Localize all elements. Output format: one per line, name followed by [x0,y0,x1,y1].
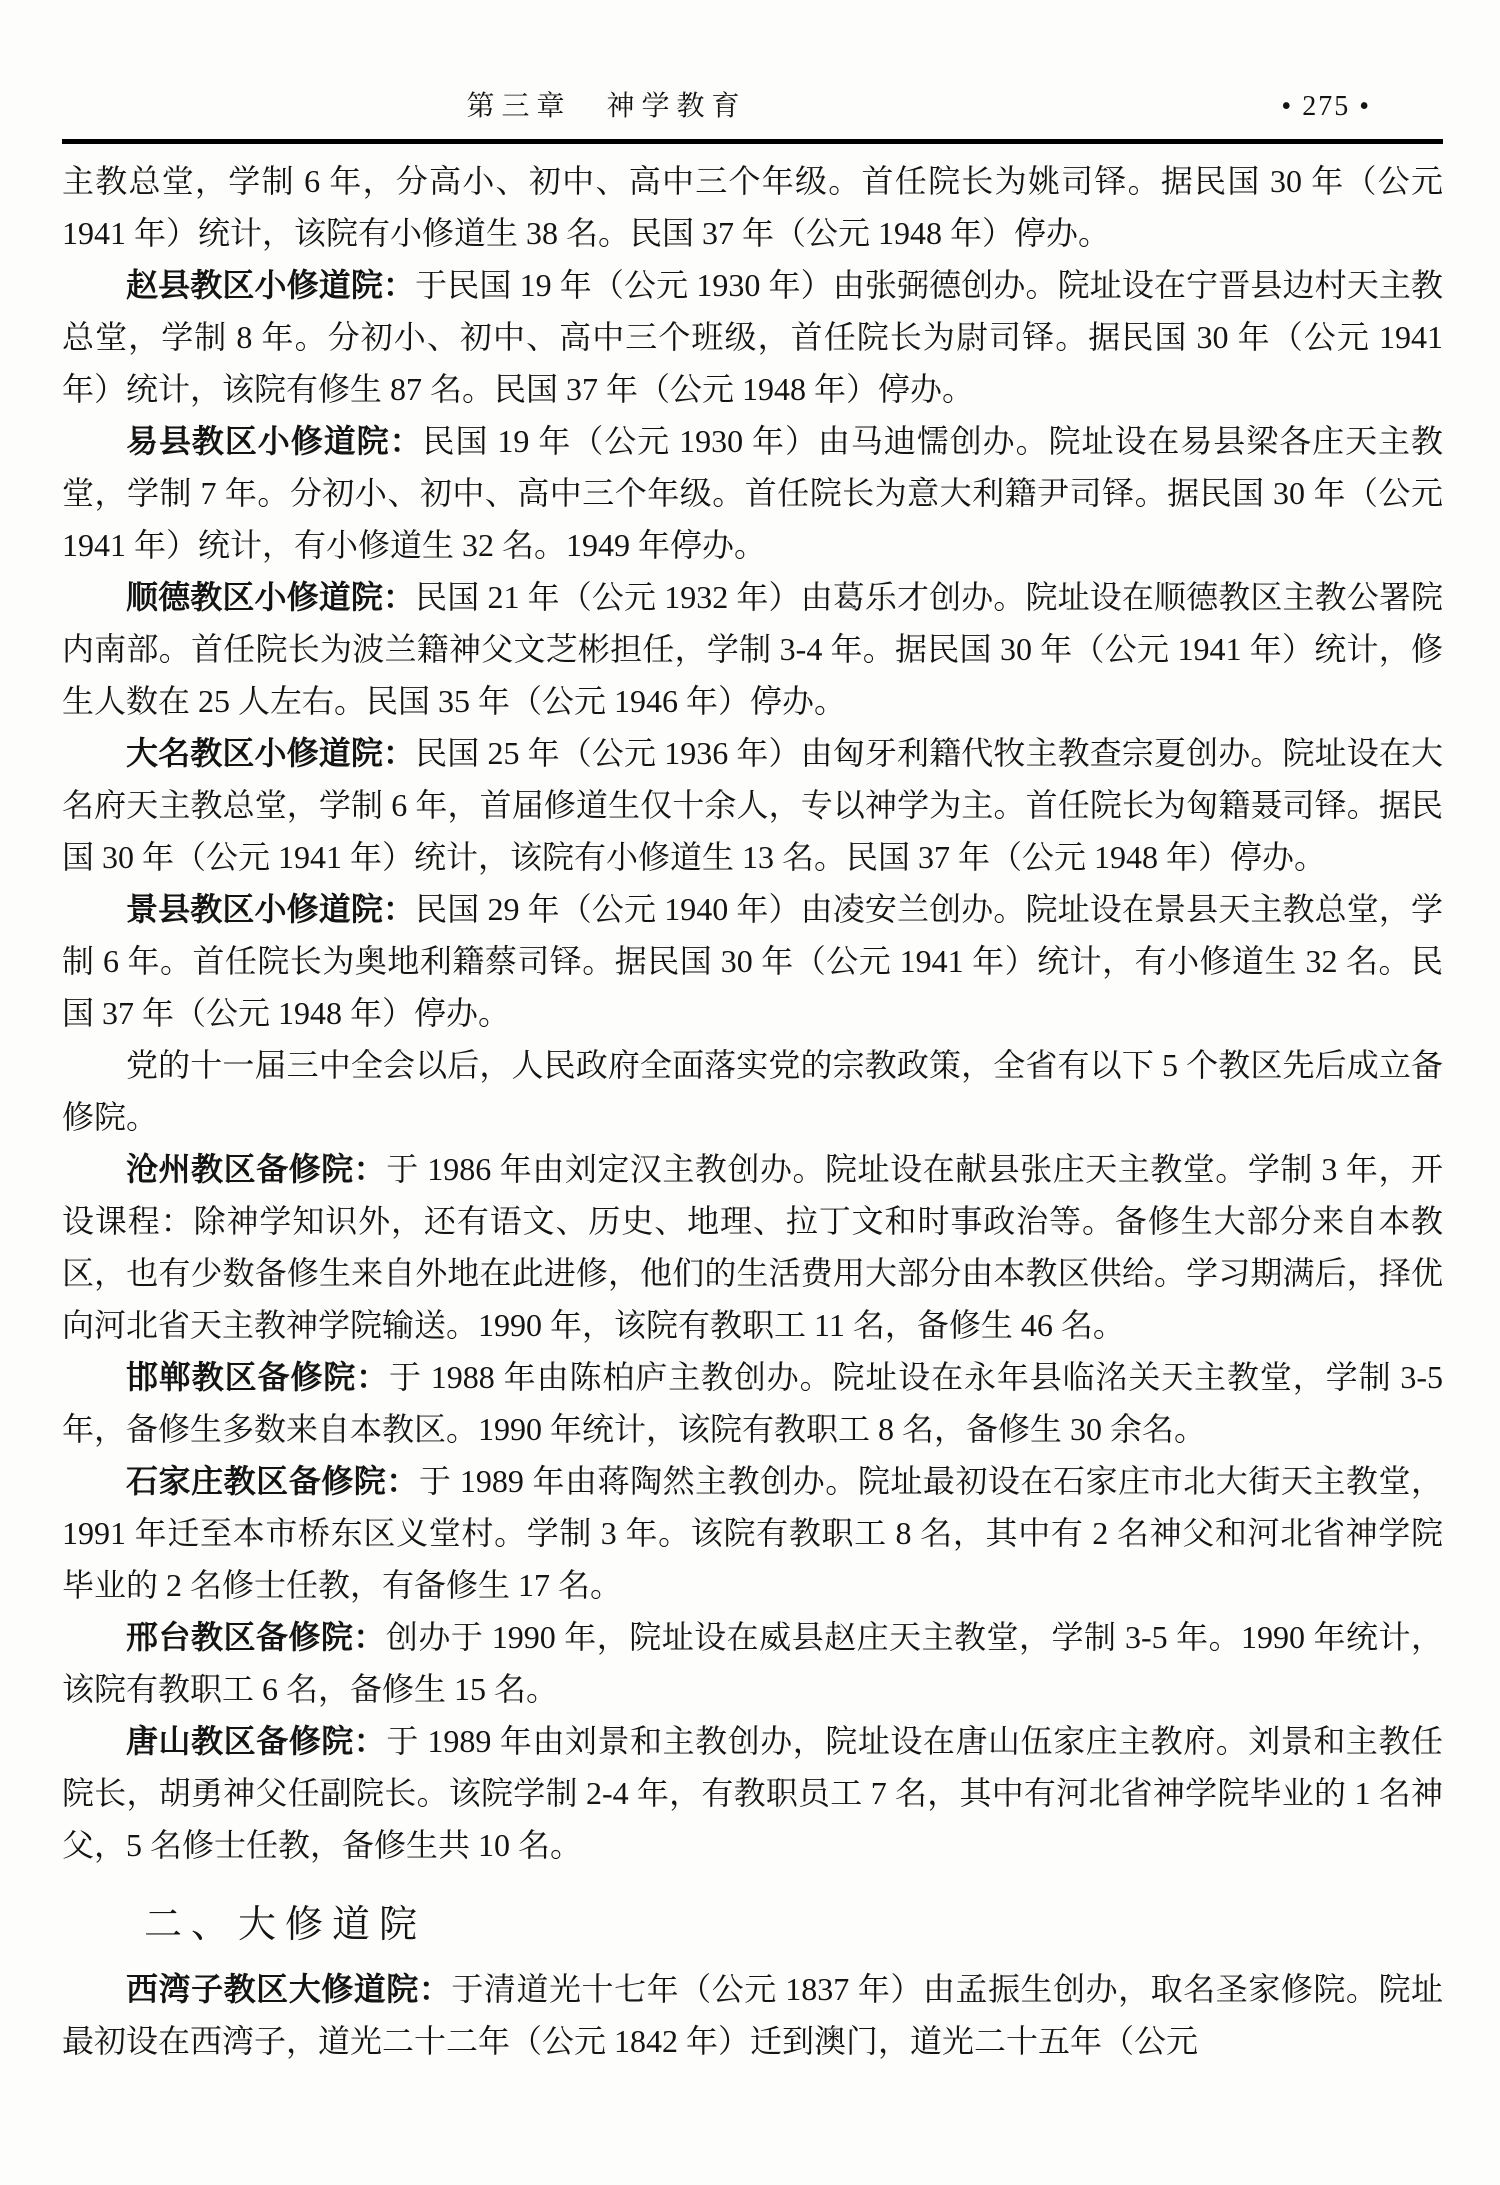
paragraph-lead: 赵县教区小修道院： [126,267,416,303]
paragraph [62,883,1443,1039]
paragraph-text: 创办于 1990 年，院址设在威县赵庄天主教堂，学制 3-5 年。1990 年统计，该院有教职工 6 名，备修生 15 名。 [62,1619,1443,1707]
header-rule [62,139,1443,144]
paragraph [62,571,1443,727]
chapter-title: 第三章 神学教育 [466,91,747,122]
paragraph-text: 党的十一届三中全会以后，人民政府全面落实党的宗教政策，全省有以下 5 个教区先后成立备修院。 [62,1047,1443,1135]
running-head [62,90,1443,124]
paragraph-text: 于 1986 年由刘定汉主教创办。院址设在献县张庄天主教堂。学制 3 年，开设课程：除神学知识外，还有语文、历史、地理、拉丁文和时事政治等。备修生大部分来自本教区，也有少数备修生来自外地在此进修，他们的生活费用大部分由本教区供给。学习期满后，择优向河北省天主教神学院输送。1990 年，该院有教职工 11 名，备修生 46 名。 [62,1151,1443,1343]
paragraph-lead: 易县教区小修道院： [126,423,423,459]
section-heading: 二、大修道院 [144,1904,427,1946]
paragraph-lead: 沧州教区备修院： [126,1151,387,1187]
paragraph-lead: 景县教区小修道院： [126,891,416,927]
paragraph-lead: 石家庄教区备修院： [126,1463,419,1499]
page-number: • 275 • [1281,91,1372,122]
paragraph [62,155,1443,259]
paragraph-lead: 大名教区小修道院： [126,735,416,771]
paragraph-lead: 邢台教区备修院： [126,1619,386,1655]
paragraph-text: 于 1989 年由刘景和主教创办，院址设在唐山伍家庄主教府。刘景和主教任院长，胡勇神父任副院长。该院学制 2-4 年，有教职员工 7 名，其中有河北省神学院毕业的 1 名神父，5 名修士任教，备修生共 10 名。 [62,1723,1443,1863]
paragraph-lead: 邯郸教区备修院： [126,1359,390,1395]
paragraph-text: 于 1989 年由蒋陶然主教创办。院址最初设在石家庄市北大街天主教堂，1991 年迁至本市桥东区义堂村。学制 3 年。该院有教职工 8 名，其中有 2 名神父和河北省神学院毕业的 2 名修士任教，有备修生 17 名。 [62,1463,1443,1603]
paragraph [62,1455,1443,1611]
paragraph-text: 于 1988 年由陈柏庐主教创办。院址设在永年县临洺关天主教堂，学制 3-5 年，备修生多数来自本教区。1990 年统计，该院有教职工 8 名，备修生 30 余名。 [62,1359,1443,1447]
paragraph [62,1143,1443,1351]
paragraph-text: 于清道光十七年（公元 1837 年）由孟振生创办，取名圣家修院。院址最初设在西湾子，道光二十二年（公元 1842 年）迁到澳门，道光二十五年（公元 [62,1971,1443,2059]
paragraph [62,1963,1443,2067]
paragraph [62,1715,1443,1871]
body-text [62,155,1443,2067]
paragraph [62,259,1443,415]
paragraph [62,1351,1443,1455]
paragraph-text: 主教总堂，学制 6 年，分高小、初中、高中三个年级。首任院长为姚司铎。据民国 30 年（公元 1941 年）统计，该院有小修道生 38 名。民国 37 年（公元 1948 年）停办。 [62,163,1443,251]
paragraph [62,415,1443,571]
paragraph-text: 于民国 19 年（公元 1930 年）由张弼德创办。院址设在宁晋县边村天主教总堂，学制 8 年。分初小、初中、高中三个班级，首任院长为尉司铎。据民国 30 年（公元 1941 年）统计，该院有修生 87 名。民国 37 年（公元 1948 年）停办。 [62,267,1443,407]
paragraph-text: 民国 29 年（公元 1940 年）由凌安兰创办。院址设在景县天主教总堂，学制 6 年。首任院长为奥地利籍蔡司铎。据民国 30 年（公元 1941 年）统计，有小修道生 32 名。民国 37 年（公元 1948 年）停办。 [62,891,1443,1031]
paragraph [62,1611,1443,1715]
paragraph-lead: 唐山教区备修院： [126,1723,387,1759]
paragraph [62,727,1443,883]
paragraph-text: 民国 21 年（公元 1932 年）由葛乐才创办。院址设在顺德教区主教公署院内南部。首任院长为波兰籍神父文芝彬担任，学制 3-4 年。据民国 30 年（公元 1941 年）统计，修生人数在 25 人左右。民国 35 年（公元 1946 年）停办。 [62,579,1443,719]
paragraph [62,1039,1443,1143]
paragraph-lead: 西湾子教区大修道院： [126,1971,452,2007]
paragraph-lead: 顺德教区小修道院： [126,579,416,615]
paragraph-text: 民国 25 年（公元 1936 年）由匈牙利籍代牧主教查宗夏创办。院址设在大名府天主教总堂，学制 6 年，首届修道生仅十余人，专以神学为主。首任院长为匈籍聂司铎。据民国 30 年（公元 1941 年）统计，该院有小修道生 13 名。民国 37 年（公元 1948 年）停办。 [62,735,1443,875]
paragraph-text: 民国 19 年（公元 1930 年）由马迪懦创办。院址设在易县梁各庄天主教堂，学制 7 年。分初小、初中、高中三个年级。首任院长为意大利籍尹司铎。据民国 30 年（公元 1941 年）统计，有小修道生 32 名。1949 年停办。 [62,423,1443,563]
